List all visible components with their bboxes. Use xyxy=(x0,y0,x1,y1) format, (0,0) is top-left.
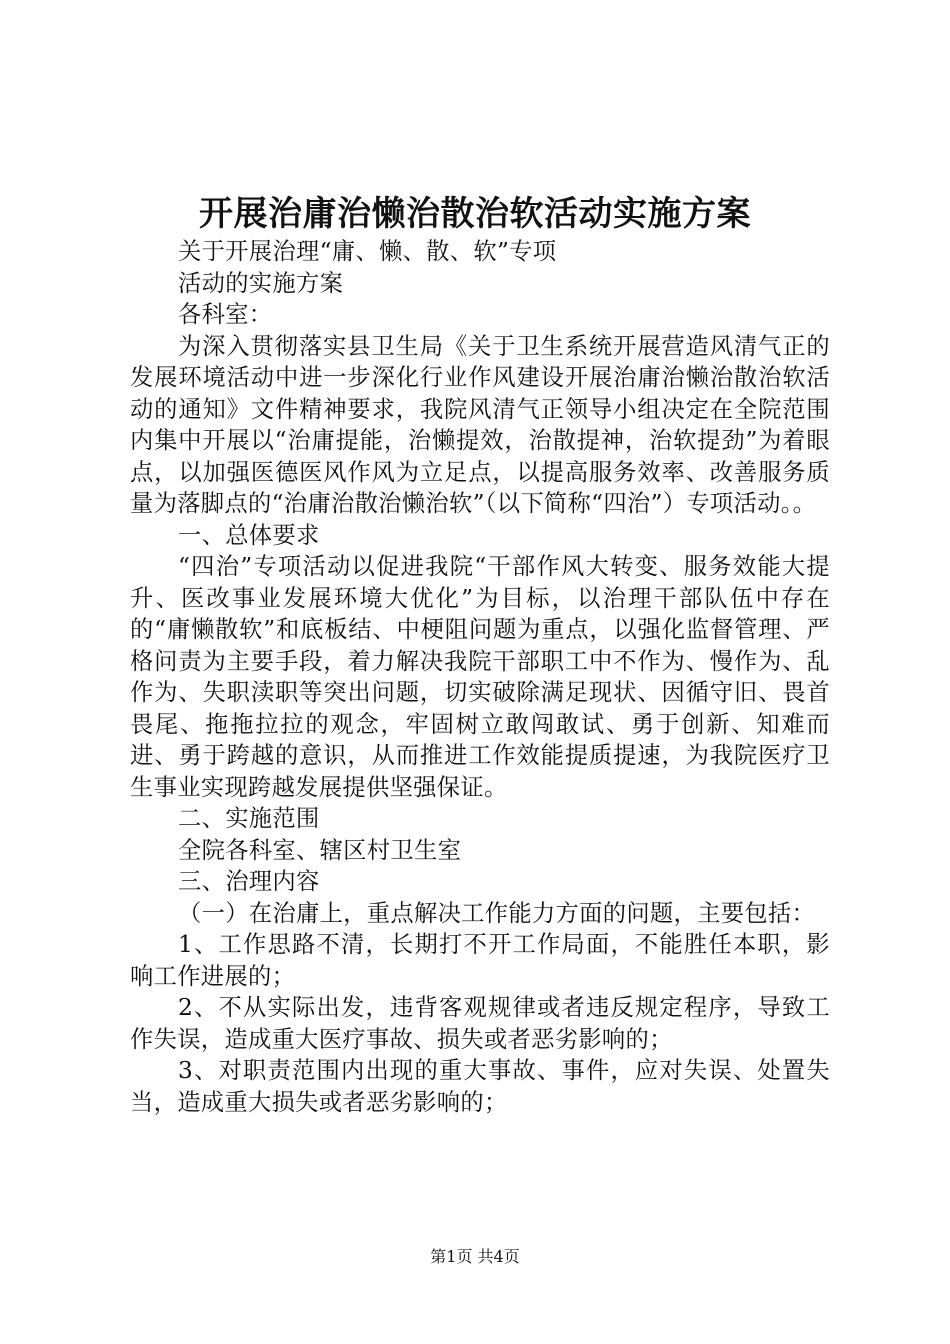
paragraph: 为深入贯彻落实县卫生局《关于卫生系统开展营造风清气正的发展环境活动中进一步深化行业作风建设开展治庸治懒治散治软活动的通知》文件精神要求，我院风清气正领导小组决定在全院范围内集中开展以“治庸提能，治懒提效，治散提神，治软提劲”为着眼点，以加强医德医风作风为立足点，以提高服务效率、改善服务质量为落脚点的“治庸治散治懒治软”（以下简称“四治”）专项活动。。 xyxy=(130,332,830,517)
paragraph: 全院各科室、辖区村卫生室 xyxy=(178,836,462,864)
section-heading: 二、实施范围 xyxy=(178,805,320,832)
paragraph: 活动的实施方案 xyxy=(178,269,344,297)
paragraph: 各科室： xyxy=(178,301,273,328)
document-body xyxy=(130,236,830,1118)
paragraph: “四治”专项活动以促进我院“干部作风大转变、服务效能大提升、医改事业发展环境大优化”为目标，以治理干部队伍中存在的“庸懒散软”和底板结、中梗阻问题为重点，以强化监督管理、严格问责为主要手段，着力解决我院干部职工中不作为、慢作为、乱作为、失职渎职等突出问题，切实破除满足现状、因循守旧、畏首畏尾、拖拖拉拉的观念，牢固树立敢闯敢试、勇于创新、知难而进、勇于跨越的意识，从而推进工作效能提质提速，为我院医疗卫生事业实现跨越发展提供坚强保证。 xyxy=(130,553,830,801)
paragraph: （一）在治庸上，重点解决工作能力方面的问题，主要包括： xyxy=(178,899,816,927)
section-heading: 三、治理内容 xyxy=(178,868,320,895)
list-item: 3、对职责范围内出现的重大事故、事件，应对失误、处置失当，造成重大损失或者恶劣影响的； xyxy=(130,1057,830,1116)
page-footer: 第1页 共4页 xyxy=(430,1247,520,1266)
list-item: 2、不从实际出发，违背客观规律或者违反规定程序，导致工作失误，造成重大医疗事故、损失或者恶劣影响的； xyxy=(130,994,830,1053)
list-item: 1、工作思路不清，长期打不开工作局面，不能胜任本职，影响工作进展的； xyxy=(130,931,830,990)
section-heading: 一、总体要求 xyxy=(178,521,320,549)
document-title: 开展治庸治懒治散治软活动实施方案 xyxy=(199,194,751,234)
paragraph: 关于开展治理“庸、懒、散、软”专项 xyxy=(178,238,557,265)
